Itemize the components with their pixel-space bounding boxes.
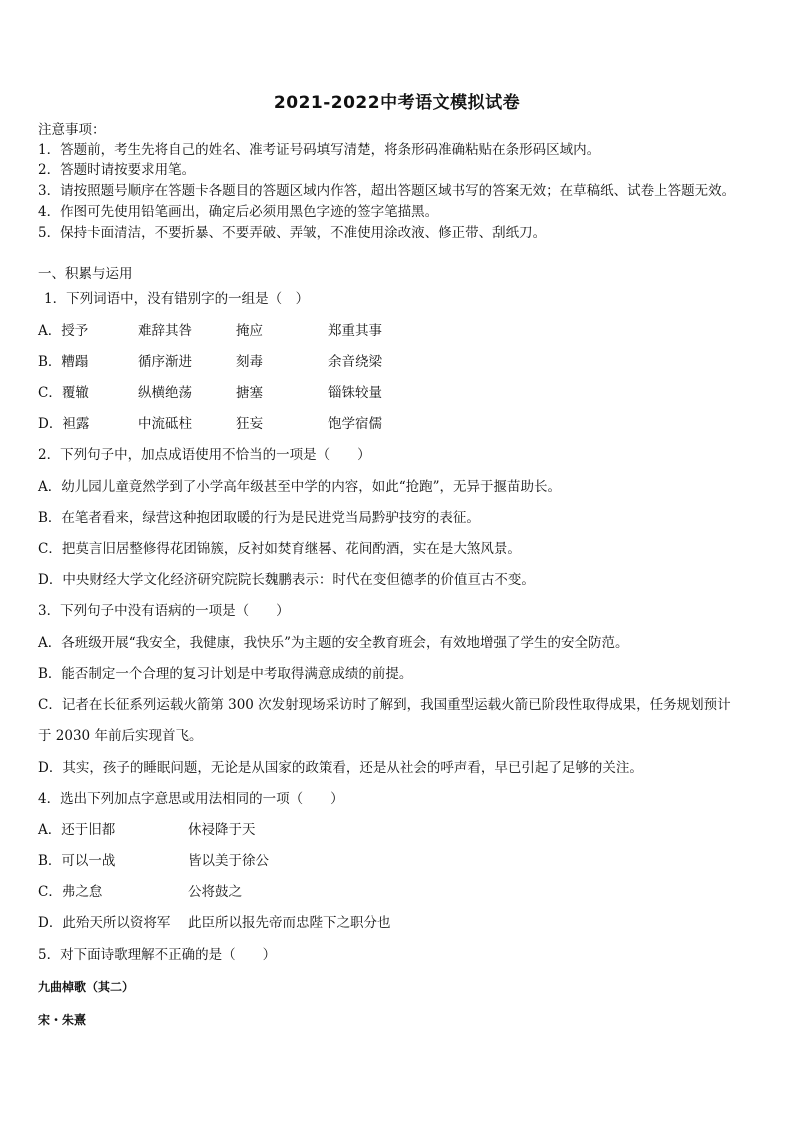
option-cell: A．授予 <box>38 323 89 339</box>
option-line: D．其实，孩子的睡眠问题，无论是从国家的政策看，还是从社会的呼声看，早已引起了足够的关注。 <box>38 760 643 776</box>
question-stem: 2．下列句子中，加点成语使用不恰当的一项是（ ） <box>38 447 371 463</box>
option-line: B．能否制定一个合理的复习计划是中考取得满意成绩的前提。 <box>38 666 413 682</box>
notice-heading: 注意事项： <box>38 122 106 138</box>
option-cell: 循序渐进 <box>138 354 192 370</box>
notice-item: 3．请按照题号顺序在答题卡各题目的答题区域内作答，超出答题区域书写的答案无效；在草稿纸、试卷上答题无效。 <box>38 183 736 199</box>
notice-item: 2．答题时请按要求用笔。 <box>38 162 196 178</box>
option-line: C．记者在长征系列运载火箭第 300 次发射现场采访时了解到，我国重型运载火箭已阶段性取得成果，任务规划预计 <box>38 697 731 713</box>
option-cell: 搪塞 <box>236 385 263 401</box>
option-cell: C．弗之怠 <box>38 884 103 900</box>
option-cell: 锱铢较量 <box>328 385 382 401</box>
option-cell: 郑重其事 <box>328 323 382 339</box>
option-cell: 余音绕梁 <box>328 354 382 370</box>
option-cell: D．此殆天所以资将军 <box>38 915 171 931</box>
option-cell: 饱学宿儒 <box>328 416 382 432</box>
option-cell: 此臣所以报先帝而忠陛下之职分也 <box>188 915 391 931</box>
poem-author: 宋・朱熹 <box>38 1013 87 1027</box>
question-stem: 4．选出下列加点字意思或用法相同的一项（ ） <box>38 791 344 807</box>
option-line: A．幼儿园儿童竟然学到了小学高年级甚至中学的内容，如此“抢跑”，无异于揠苗助长。 <box>38 479 562 495</box>
option-cell: 中流砥柱 <box>138 416 192 432</box>
option-cell: B．糟蹋 <box>38 354 89 370</box>
question-stem: 3．下列句子中没有语病的一项是（ ） <box>38 603 290 619</box>
option-cell: 狂妄 <box>236 416 263 432</box>
page-title: 2021-2022中考语文模拟试卷 <box>273 93 521 113</box>
option-cell: 皆以美于徐公 <box>188 853 269 869</box>
option-cell: 休祲降于天 <box>188 822 256 838</box>
option-line: D．中央财经大学文化经济研究院院长魏鹏表示：时代在变但德孝的价值亘古不变。 <box>38 572 535 588</box>
question-stem: 1．下列词语中，没有错别字的一组是（ ） <box>44 291 310 307</box>
notice-item: 5．保持卡面清洁，不要折暴、不要弄破、弄皱，不准使用涂改液、修正带、刮纸刀。 <box>38 225 547 241</box>
option-cell: B．可以一战 <box>38 853 116 869</box>
question-stem: 5．对下面诗歌理解不正确的是（ ） <box>38 947 277 963</box>
poem-title: 九曲棹歌（其二） <box>38 980 135 994</box>
notice-item: 4．作图可先使用铅笔画出，确定后必须用黑色字迹的签字笔描黑。 <box>38 204 439 220</box>
option-cell: 公将鼓之 <box>188 884 242 900</box>
option-line: B．在笔者看来，绿营这种抱团取暖的行为是民进党当局黔驴技穷的表征。 <box>38 510 480 526</box>
option-line: A．各班级开展“我安全，我健康，我快乐”为主题的安全教育班会，有效地增强了学生的安全防范。 <box>38 635 629 651</box>
option-line: C．把莫言旧居整修得花团锦簇，反衬如焚育继晷、花间酌酒，实在是大煞风景。 <box>38 541 521 557</box>
option-line: 于 2030 年前后实现首飞。 <box>38 728 203 744</box>
option-cell: D．袒露 <box>38 416 90 432</box>
option-cell: 纵横绝荡 <box>138 385 192 401</box>
option-cell: 掩应 <box>236 323 263 339</box>
option-cell: C．覆辙 <box>38 385 89 401</box>
option-cell: 难辞其咎 <box>138 323 192 339</box>
option-cell: A．还于旧都 <box>38 822 116 838</box>
section-heading: 一、积累与运用 <box>38 266 133 282</box>
notice-item: 1．答题前，考生先将自己的姓名、准考证号码填写清楚，将条形码准确粘贴在条形码区域内。 <box>38 142 601 158</box>
option-cell: 刻毒 <box>236 354 263 370</box>
